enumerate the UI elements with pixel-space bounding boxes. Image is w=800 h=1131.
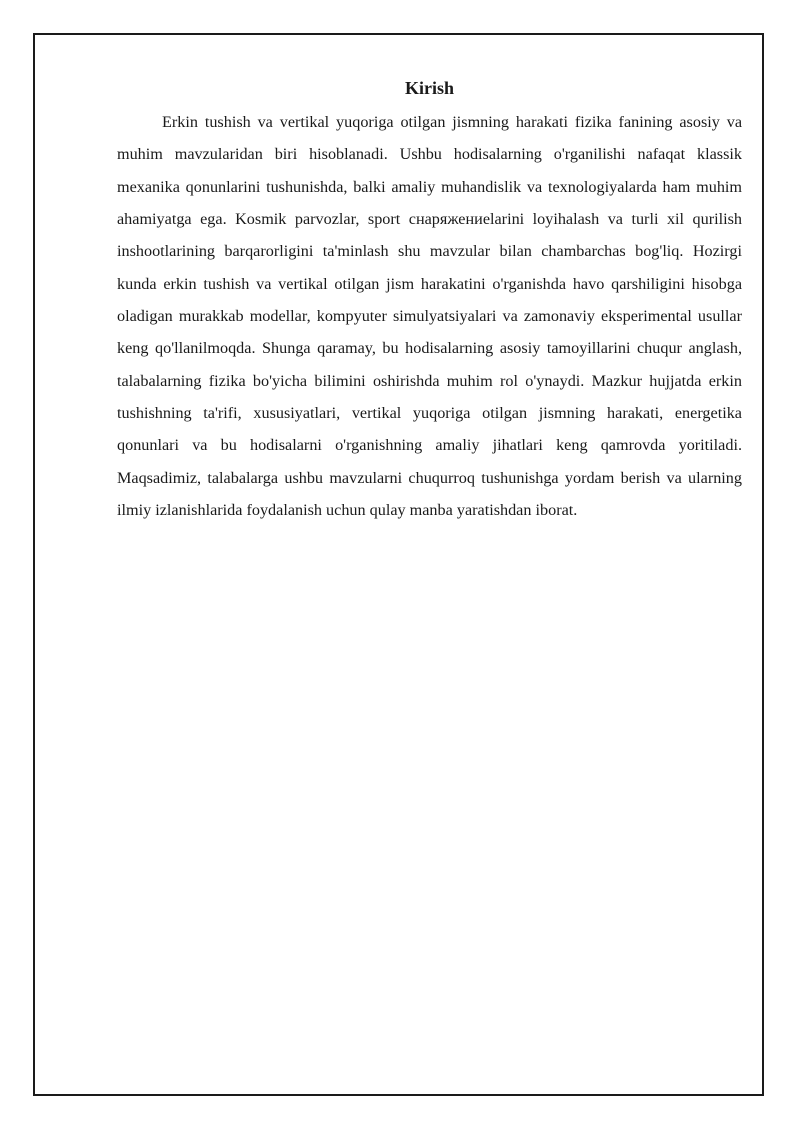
section-title: Kirish [404, 78, 454, 98]
body-paragraph: Erkin tushish va vertikal yuqoriga otilgan jismning harakati fizika fanining asosiy va muhim mavzularidan biri hisoblanadi. Ushbu hodisalarning o'rganilishi nafaqat klassik mexanika qonunlarini tushunishda, balki amaliy muhandislik va texnologiyalarda ham muhim ahamiyatga ega. Kosmik parvozlar, sport снаряжениelarini loyihalash va turli xil qurilish inshootlarining barqarorligini ta'minlash shu mavzular bilan chambarchas bog'liq. Hozirgi kunda erkin tushish va vertikal otilgan jism harakatini o'rganishda havo qarshiligini hisobga oladigan murakkab modellar, kompyuter simulyatsiyalari va zamonaviy eksperimental usullar keng qo'llanilmoqda. Shunga qaramay, bu hodisalarning asosiy tamoyillarini chuqur anglash, talabalarning fizika bo'yicha bilimini oshirishda muhim rol o'ynaydi. Mazkur hujjatda erkin tushishning ta'rifi, xususiyatlari, vertikal yuqoriga otilgan jismning harakati, energetika qonunlari va bu hodisalarni o'rganishning amaliy jihatlari keng qamrovda yoritiladi. Maqsadimiz, talabalarga ushbu mavzularni chuqurroq tushunishga yordam berish va ularning ilmiy izlanishlarida foydalanish uchun qulay manba yaratishdan iborat. [117, 113, 742, 520]
document-content [117, 76, 742, 526]
